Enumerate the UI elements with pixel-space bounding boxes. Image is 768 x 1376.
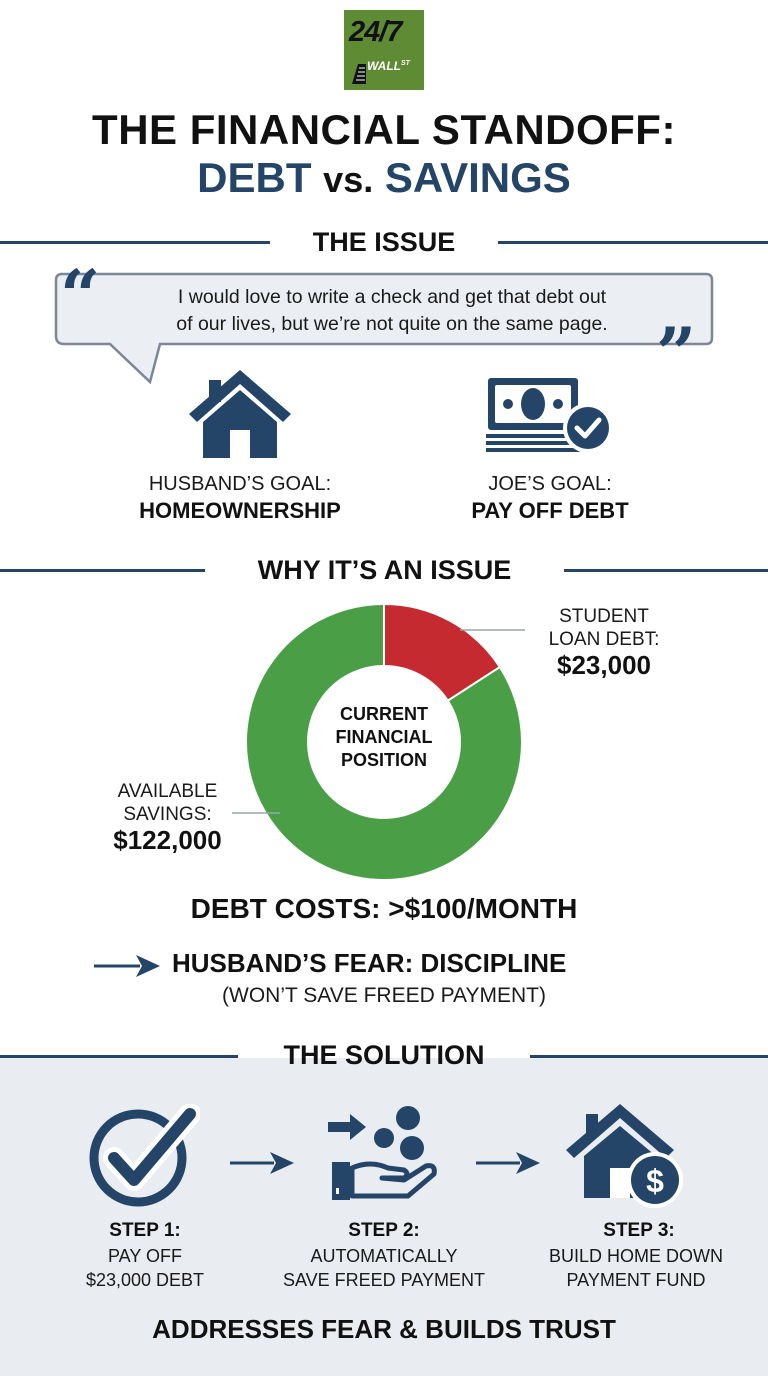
step1-desc [30, 1244, 260, 1292]
center-label-line: POSITION [340, 750, 427, 770]
divider-line [530, 1055, 768, 1058]
step-line: AUTOMATICALLY [310, 1246, 458, 1266]
joe-goal-label: JOE’S GOAL: [488, 473, 612, 495]
section-title-issue: THE ISSUE [312, 227, 456, 257]
student-loan-label [520, 605, 688, 651]
logo [344, 10, 424, 90]
center-label-line: CURRENT [340, 704, 428, 724]
section-title-solution: THE SOLUTION [283, 1040, 485, 1070]
divider-line [564, 569, 768, 572]
hand-coins-icon [322, 1104, 442, 1204]
center-label-line: FINANCIAL [335, 727, 433, 747]
divider-line [0, 241, 270, 244]
step2-desc [250, 1244, 518, 1292]
arrow-right-icon [92, 953, 162, 979]
husband-goal-value: HOMEOWNERSHIP [139, 498, 341, 523]
label-line: AVAILABLE [117, 781, 218, 802]
divider-line [0, 569, 205, 572]
step-line: PAYMENT FUND [566, 1270, 706, 1290]
husband-fear-title: HUSBAND’S FEAR: DISCIPLINE [172, 948, 567, 978]
title-debt: DEBT [197, 154, 312, 201]
logo-sub: $WALL^{ST}$ [367, 59, 410, 73]
arrow-right-icon [474, 1150, 542, 1176]
husband-goal-label: HUSBAND’S GOAL: [148, 473, 332, 495]
logo-number: 24/7 [349, 16, 402, 48]
house-icon [185, 366, 295, 462]
quote-close-icon: ” [656, 312, 697, 395]
joe-goal-value: PAY OFF DEBT [471, 498, 629, 523]
step-line: PAY OFF [107, 1246, 182, 1266]
savings-label [80, 780, 255, 826]
house-dollar-icon [560, 1100, 690, 1210]
title-line2 [0, 154, 768, 202]
title-line1: THE FINANCIAL STANDOFF: [92, 106, 676, 153]
husband-fear-sub: (WON’T SAVE FREED PAYMENT) [222, 984, 546, 1007]
label-line: STUDENT [559, 606, 649, 627]
quote-line: of our lives, but we’re not quite on the same page. [176, 313, 608, 335]
money-check-icon [482, 376, 614, 456]
quote-text [112, 284, 672, 338]
label-line: SAVINGS: [123, 804, 212, 825]
student-loan-amount: $23,000 [557, 650, 651, 680]
logo-building-icon [350, 60, 368, 86]
svg-text:$: $ [646, 1163, 664, 1199]
step-line: $23,000 DEBT [85, 1270, 205, 1290]
arrow-right-icon [228, 1150, 296, 1176]
step1-title: STEP 1: [109, 1220, 181, 1241]
check-circle-icon [88, 1104, 200, 1208]
step-line: BUILD HOME DOWN [548, 1246, 723, 1266]
title-savings: SAVINGS [384, 154, 571, 201]
step3-title: STEP 3: [603, 1220, 675, 1241]
divider-line [0, 1055, 238, 1058]
divider-line [498, 241, 768, 244]
savings-amount: $122,000 [113, 825, 222, 855]
step-line: SAVE FREED PAYMENT [282, 1270, 486, 1290]
section-title-why: WHY IT’S AN ISSUE [257, 555, 512, 585]
label-line: LOAN DEBT: [548, 629, 660, 650]
tagline: ADDRESSES FEAR & BUILDS TRUST [152, 1314, 616, 1344]
title-vs: vs. [323, 159, 374, 200]
step3-desc [506, 1244, 766, 1292]
debt-cost-text: DEBT COSTS: >$100/MONTH [190, 893, 578, 924]
quote-line: I would love to write a check and get that debt out [177, 286, 607, 308]
quote-open-icon: “ [60, 254, 101, 337]
step2-title: STEP 2: [348, 1220, 420, 1241]
